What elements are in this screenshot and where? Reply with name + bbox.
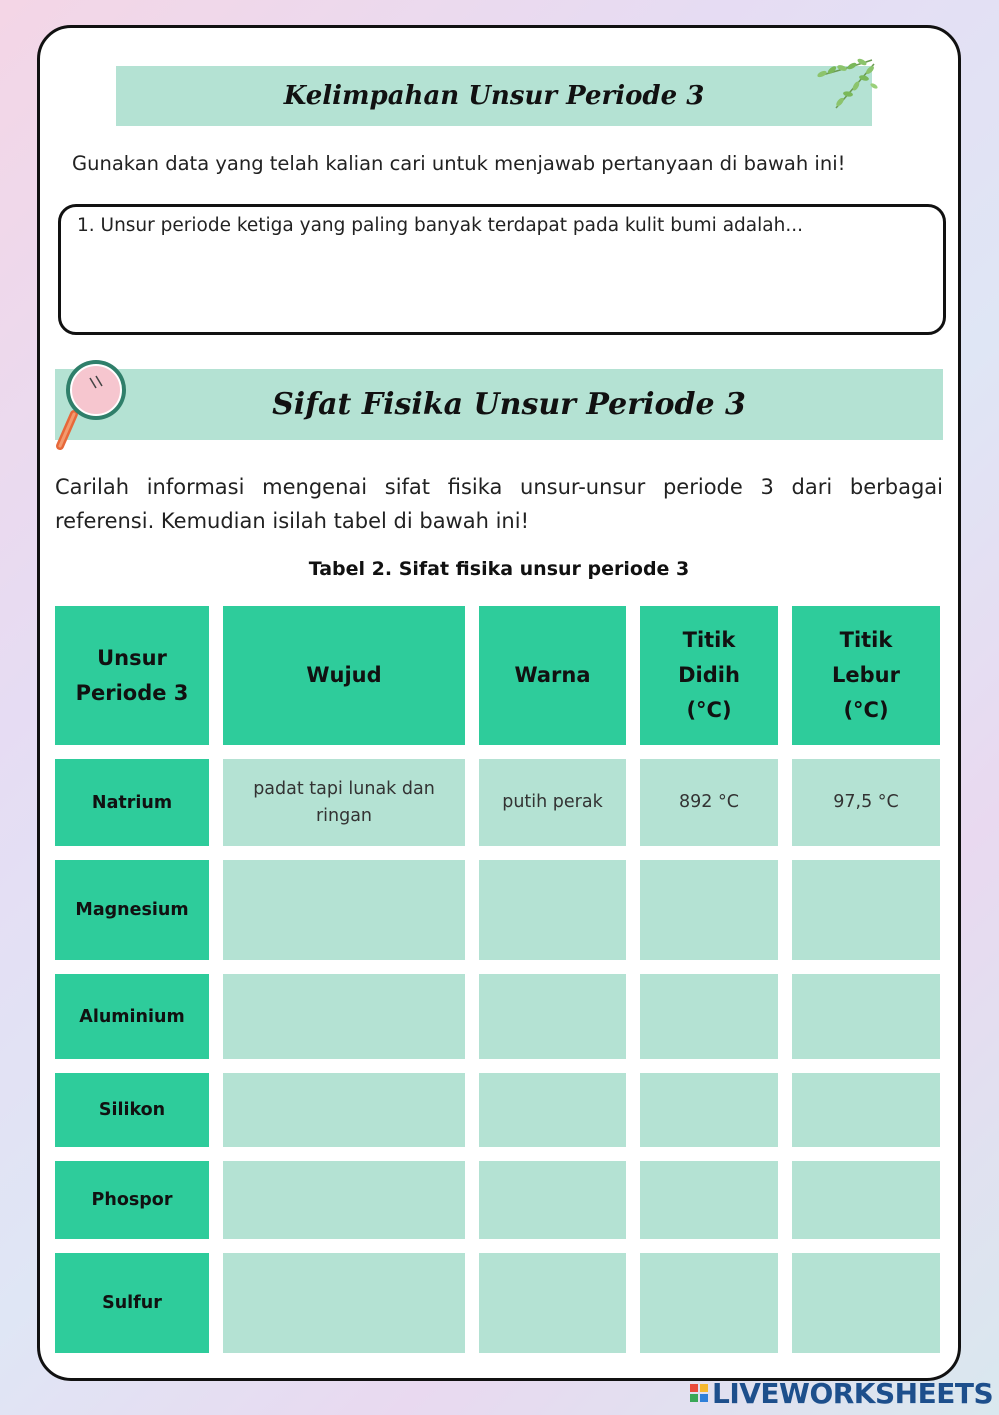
input-magnesium-titik-lebur[interactable] [792,860,940,960]
input-sulfur-wujud[interactable] [223,1253,465,1353]
header-titik-didih-line3: (°C) [686,698,732,722]
input-magnesium-warna[interactable] [479,860,626,960]
question-1-text: 1. Unsur periode ketiga yang paling banyak terdapat pada kulit bumi adalah... [77,215,803,236]
row-header-silikon: Silikon [55,1073,209,1147]
section-title-text: Sifat Fisika Unsur Periode 3 [272,387,746,422]
row-header-natrium: Natrium [55,759,209,846]
header-wujud: Wujud [223,606,465,745]
cell-natrium-titik-lebur: 97,5 °C [792,759,940,846]
input-sulfur-titik-didih[interactable] [640,1253,778,1353]
header-titik-lebur [792,606,940,745]
input-magnesium-wujud[interactable] [223,860,465,960]
header-titik-lebur-line1: Titik [839,628,893,652]
input-silikon-warna[interactable] [479,1073,626,1147]
row-header-phospor: Phospor [55,1161,209,1239]
magnifier-icon [52,356,136,452]
header-unsur-line2: Periode 3 [75,680,189,705]
input-sulfur-warna[interactable] [479,1253,626,1353]
row-header-aluminium: Aluminium [55,974,209,1059]
cell-natrium-wujud-line1: padat tapi lunak dan [253,778,435,799]
row-header-magnesium: Magnesium [55,860,209,960]
input-phospor-titik-didih[interactable] [640,1161,778,1239]
input-aluminium-warna[interactable] [479,974,626,1059]
header-titik-didih-line1: Titik [682,628,736,652]
input-sulfur-titik-lebur[interactable] [792,1253,940,1353]
answer-box-question-1[interactable] [58,204,946,335]
header-titik-lebur-line2: Lebur [832,663,900,687]
header-warna: Warna [479,606,626,745]
input-phospor-warna[interactable] [479,1161,626,1239]
brand-name: LIVEWORKSHEETS [712,1376,994,1410]
liveworksheets-logo[interactable] [690,1376,993,1410]
input-phospor-wujud[interactable] [223,1161,465,1239]
section-title-text: Kelimpahan Unsur Periode 3 [283,81,705,111]
liveworksheets-logo-icon [690,1384,708,1402]
cell-natrium-wujud [223,759,465,846]
table-caption: Tabel 2. Sifat fisika unsur periode 3 [308,558,690,580]
header-titik-didih [640,606,778,745]
cell-natrium-titik-didih: 892 °C [640,759,778,846]
instruction-text: Gunakan data yang telah kalian cari untuk menjawab pertanyaan di bawah ini! [72,152,846,175]
cell-natrium-wujud-line2: ringan [315,805,373,826]
section-title-sifat-fisika [55,369,943,440]
section-title-kelimpahan [116,66,872,126]
cell-natrium-warna: putih perak [479,759,626,846]
input-magnesium-titik-didih[interactable] [640,860,778,960]
leaves-icon [812,56,880,112]
input-aluminium-titik-didih[interactable] [640,974,778,1059]
header-titik-didih-line2: Didih [678,663,740,687]
row-header-sulfur: Sulfur [55,1253,209,1353]
instruction-text-2: Carilah informasi mengenai sifat fisika unsur-unsur periode 3 dari berbagai referensi. Kemudian isilah tabel di bawah ini! [55,475,943,533]
input-phospor-titik-lebur[interactable] [792,1161,940,1239]
input-aluminium-titik-lebur[interactable] [792,974,940,1059]
header-unsur-line1: Unsur [97,645,167,670]
input-silikon-titik-didih[interactable] [640,1073,778,1147]
header-unsur [55,606,209,745]
input-aluminium-wujud[interactable] [223,974,465,1059]
input-silikon-titik-lebur[interactable] [792,1073,940,1147]
header-titik-lebur-line3: (°C) [843,698,889,722]
input-silikon-wujud[interactable] [223,1073,465,1147]
